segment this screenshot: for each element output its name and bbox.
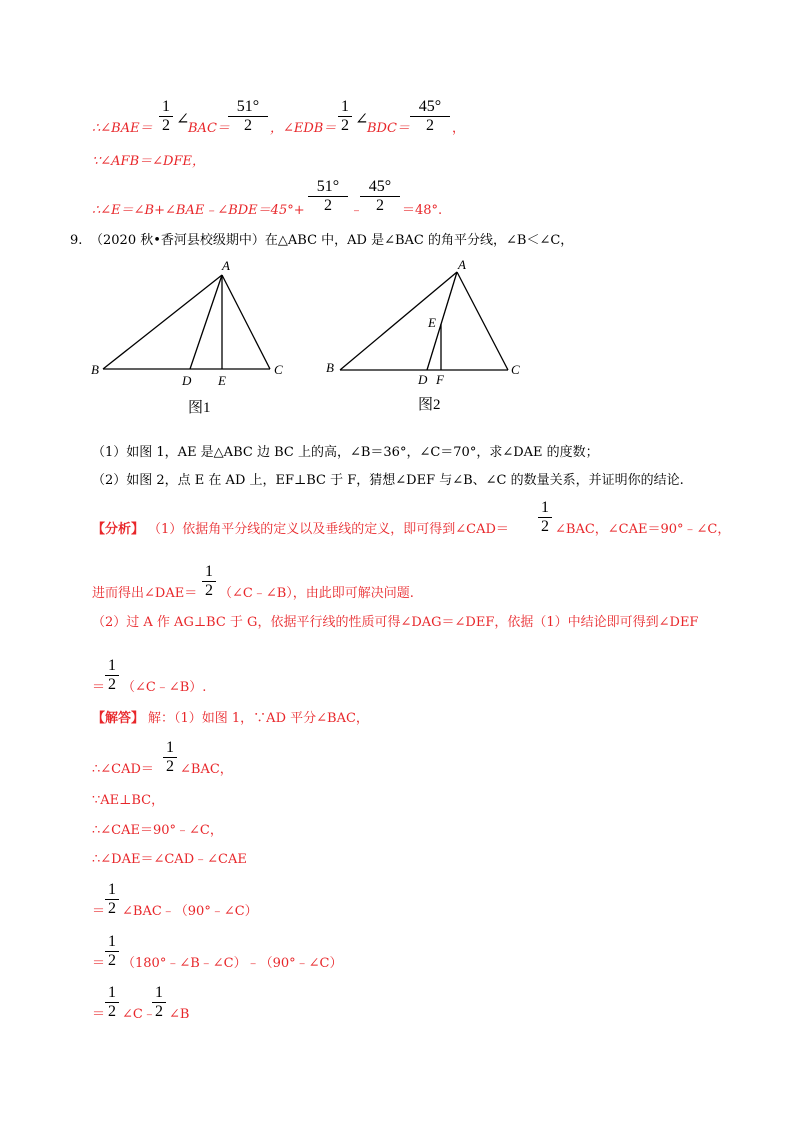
numerator: 51° — [236, 98, 260, 115]
label-b: B — [326, 360, 334, 375]
text: BDC＝ — [367, 121, 410, 136]
fraction — [228, 98, 268, 135]
solution-line-8: ＝ — [92, 1007, 106, 1022]
text: （180°﹣∠B﹣∠C）﹣（90°﹣∠C） — [122, 956, 343, 971]
text: ，∠EDB＝ — [270, 121, 337, 136]
denominator: 2 — [166, 758, 174, 775]
text: ∠B — [169, 1007, 190, 1022]
numerator: 1 — [162, 98, 170, 115]
text: ∴∠BAE＝ — [92, 121, 153, 136]
numerator: 1 — [108, 933, 116, 950]
text: BAC＝ — [188, 121, 230, 136]
text: ∴∠E＝∠B+∠BAE﹣∠BDE＝45°+ — [92, 203, 305, 218]
denominator: 2 — [155, 1003, 163, 1020]
fraction — [410, 98, 450, 135]
segment-ab — [103, 275, 222, 369]
label-b: B — [91, 362, 99, 377]
solution-line-2: ∴∠CAD＝ — [92, 762, 154, 777]
analysis-line-4: ＝ — [92, 680, 106, 695]
denominator: 2 — [426, 117, 434, 134]
fraction — [308, 178, 348, 215]
angle-symbol: ∠ — [176, 109, 190, 128]
fraction — [104, 984, 120, 1021]
numerator: 1 — [341, 98, 349, 115]
fraction — [537, 499, 553, 536]
question-1: （1）如图 1，AE 是△ABC 边 BC 上的高，∠B＝36°，∠C＝70°，求∠DAE 的度数； — [92, 445, 599, 460]
line-2: ∵∠AFB＝∠DFE， — [92, 154, 205, 169]
label-d: D — [418, 372, 428, 387]
analysis-line-3: （2）过 A 作 AG⊥BC 于 G，依据平行线的性质可得∠DAG＝∠DEF，依据（1）中结论即可得到∠DEF — [92, 615, 699, 630]
text: ∠C﹣ — [122, 1007, 156, 1022]
fraction — [104, 657, 120, 694]
numerator: 45° — [418, 98, 442, 115]
numerator: 1 — [541, 499, 549, 516]
fraction — [151, 984, 167, 1021]
denominator: 2 — [341, 117, 349, 134]
denominator: 2 — [108, 1003, 116, 1020]
segment-ac — [457, 272, 508, 370]
numerator: 1 — [108, 881, 116, 898]
label-e: E — [218, 373, 226, 388]
text: ∠BAC， — [180, 762, 233, 777]
solution-line-1: 解：（1）如图 1，∵AD 平分∠BAC， — [148, 711, 369, 726]
fraction — [360, 178, 400, 215]
text: ， — [452, 121, 466, 136]
segment-ad — [190, 275, 222, 369]
text: ﹣ — [350, 203, 364, 218]
problem-text: （2020 秋•香河县校级期中）在△ABC 中，AD 是∠BAC 的角平分线，∠B＜∠C， — [90, 233, 574, 248]
label-d: D — [182, 373, 192, 388]
text: ＝48°. — [402, 203, 443, 218]
denominator: 2 — [108, 676, 116, 693]
text: （∠C﹣∠B），由此即可解决问题. — [219, 586, 414, 601]
segment-ac — [222, 275, 270, 369]
figure-1-caption: 图1 — [188, 400, 211, 416]
fraction — [158, 98, 174, 135]
denominator: 2 — [244, 117, 252, 134]
solution-line-7: ＝ — [92, 956, 106, 971]
fraction — [104, 881, 120, 918]
fraction — [201, 563, 217, 600]
fraction — [162, 739, 178, 776]
solution-line-4: ∴∠CAE＝90°﹣∠C， — [92, 823, 223, 838]
solution-line-6: ＝ — [92, 904, 106, 919]
numerator: 1 — [108, 657, 116, 674]
solution-tag: 【解答】 — [92, 711, 145, 726]
numerator: 45° — [368, 178, 392, 195]
numerator: 1 — [166, 739, 174, 756]
analysis-line-2: 进而得出∠DAE＝ — [92, 586, 198, 601]
numerator: 51° — [316, 178, 340, 195]
figure-2 — [320, 252, 530, 417]
denominator: 2 — [324, 197, 332, 214]
solution-line-5: ∴∠DAE＝∠CAD﹣∠CAE — [92, 852, 247, 867]
solution-line-3: ∵AE⊥BC， — [92, 793, 165, 808]
denominator: 2 — [162, 117, 170, 134]
text: ∠BAC，∠CAE＝90°﹣∠C， — [555, 522, 731, 537]
fraction — [337, 98, 353, 135]
fraction — [104, 933, 120, 970]
question-2: （2）如图 2，点 E 在 AD 上，EF⊥BC 于 F，猜想∠DEF 与∠B、∠C 的数量关系，并证明你的结论. — [92, 473, 684, 488]
angle-symbol: ∠ — [355, 109, 369, 128]
problem-number: 9. — [70, 233, 83, 248]
figure-1 — [88, 252, 298, 422]
numerator: 1 — [155, 984, 163, 1001]
denominator: 2 — [205, 582, 213, 599]
label-a: A — [222, 258, 230, 273]
label-c: C — [274, 362, 283, 377]
text: ∠BAC﹣（90°﹣∠C） — [122, 904, 258, 919]
denominator: 2 — [541, 518, 549, 535]
analysis-tag: 【分析】 — [92, 522, 145, 537]
figure-2-caption: 图2 — [418, 397, 441, 413]
label-c: C — [511, 362, 520, 377]
analysis-line-1: （1）依据角平分线的定义以及垂线的定义，即可得到∠CAD＝ — [148, 522, 509, 537]
label-a: A — [458, 257, 466, 272]
denominator: 2 — [108, 952, 116, 969]
denominator: 2 — [108, 900, 116, 917]
text: （∠C﹣∠B）. — [122, 680, 207, 695]
denominator: 2 — [376, 197, 384, 214]
numerator: 1 — [108, 984, 116, 1001]
label-e: E — [428, 315, 436, 330]
label-f: F — [436, 372, 444, 387]
segment-ab — [340, 272, 457, 370]
numerator: 1 — [205, 563, 213, 580]
